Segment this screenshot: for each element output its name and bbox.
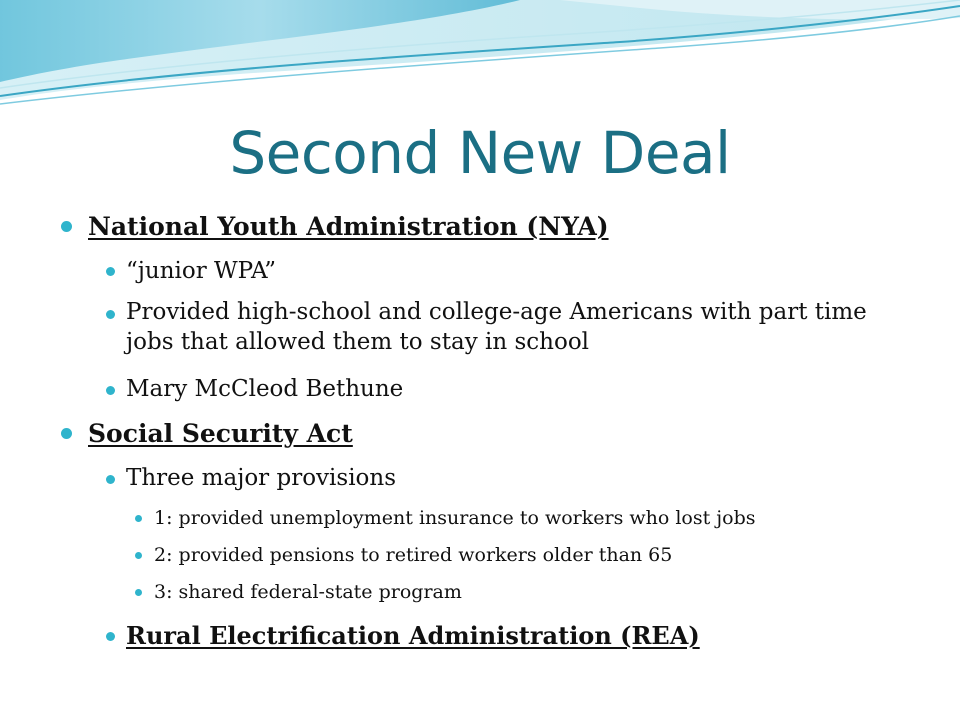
bullet-dot [106, 310, 115, 319]
slide-title: Second New Deal [229, 119, 731, 187]
list-item: Three major provisions [126, 465, 397, 491]
list-item: Mary McCleod Bethune [126, 376, 404, 402]
bullet-dot [106, 632, 115, 641]
bullet-dot [61, 221, 72, 232]
bullet-dot [135, 515, 142, 522]
provision-item: 3: shared federal-state program [154, 581, 462, 603]
bullet-dot [106, 475, 115, 484]
list-item: “junior WPA” [126, 258, 277, 284]
list-item: Provided high-school and college-age Americans with part time jobs that allowed them to stay in school [126, 299, 867, 355]
provision-item: 2: provided pensions to retired workers older than 65 [154, 544, 673, 566]
provision-item: 1: provided unemployment insurance to workers who lost jobs [154, 507, 756, 529]
bullet-dot [135, 552, 142, 559]
list-item-rea: Rural Electrification Administration (REA) [126, 621, 700, 650]
section-heading-social-security: Social Security Act [88, 419, 353, 448]
bullet-dot [135, 589, 142, 596]
bullet-dot [106, 386, 115, 395]
bullet-dot [106, 267, 115, 276]
section-heading-nya: National Youth Administration (NYA) [88, 212, 609, 241]
bullet-dot [61, 428, 72, 439]
